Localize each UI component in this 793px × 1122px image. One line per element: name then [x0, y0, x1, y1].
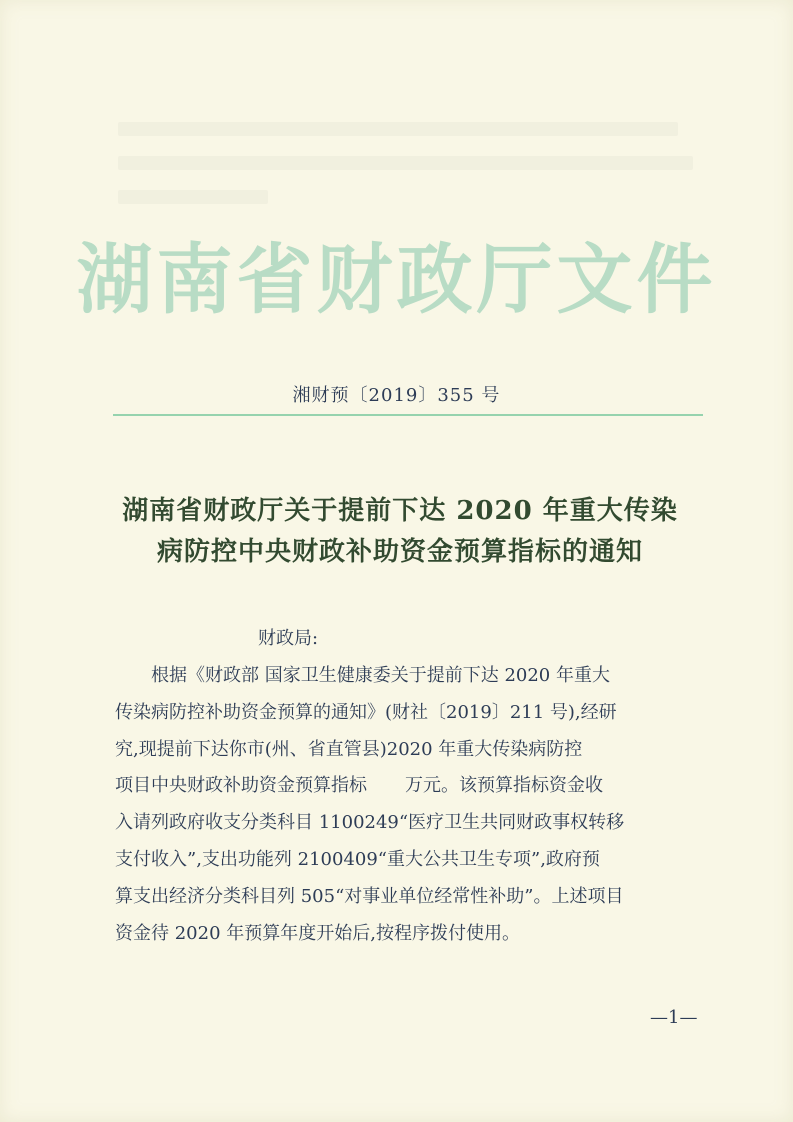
body-line-part: 项目中央财政补助资金预算指标	[115, 775, 367, 797]
body-line: 入请列政府收支分类科目 1100249“医疗卫生共同财政事权转移	[115, 812, 625, 834]
body-paragraph	[115, 658, 693, 952]
notice-title-line-2: 病防控中央财政补助资金预算指标的通知	[156, 537, 643, 567]
notice-title	[100, 491, 700, 573]
body-line: 究,现提前下达你市(州、省直管县)2020 年重大传染病防控	[115, 738, 583, 760]
body-line-part: 万元。该预算指标资金收	[405, 775, 603, 797]
salutation: 财政局:	[258, 628, 319, 649]
document-number: 湘财预〔2019〕355 号	[292, 385, 501, 406]
page-number: —1—	[650, 1007, 698, 1028]
body-line: 根据《财政部 国家卫生健康委关于提前下达 2020 年重大	[151, 665, 610, 686]
issuer-masthead: 湖南省财政厅文件	[76, 235, 717, 324]
body-line: 传染病防控补助资金预算的通知》(财社〔2019〕211 号),经研	[115, 701, 617, 723]
bleed-through-text	[118, 122, 698, 224]
masthead-divider	[113, 414, 703, 416]
body-line: 算支出经济分类科目列 505“对事业单位经常性补助”。上述项目	[115, 885, 624, 907]
notice-title-line-1: 湖南省财政厅关于提前下达 2020 年重大传染	[122, 496, 678, 526]
body-line	[115, 768, 693, 805]
body-line: 支付收入”,支出功能列 2100409“重大公共卫生专项”,政府预	[115, 848, 600, 870]
body-line: 资金待 2020 年预算年度开始后,按程序拨付使用。	[115, 922, 520, 944]
